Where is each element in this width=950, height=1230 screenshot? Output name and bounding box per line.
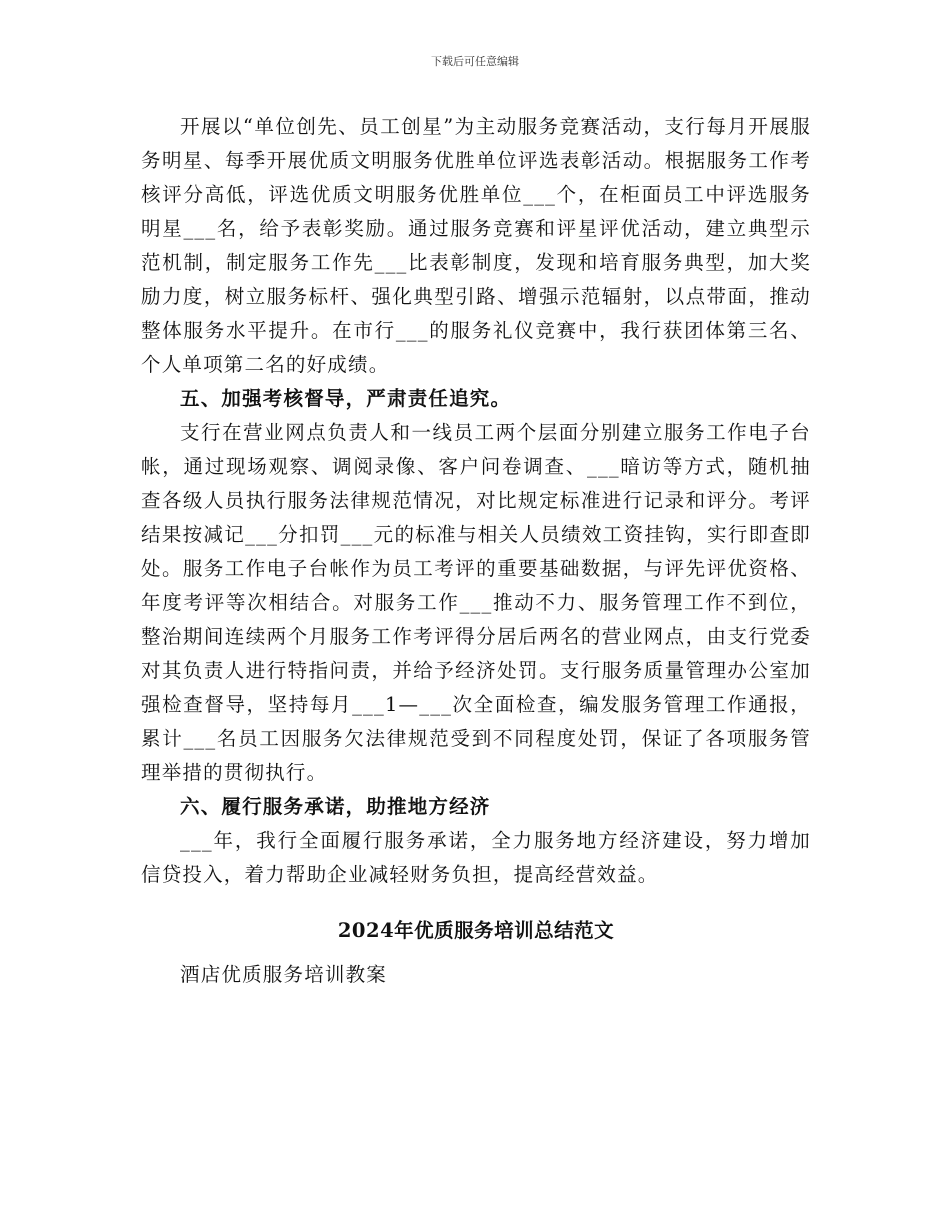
section-heading-6: 六、履行服务承诺，助推地方经济 <box>180 795 491 818</box>
document-subtitle: 酒店优质服务培训教案 <box>180 963 388 986</box>
paragraph-service-commitment: ___年，我行全面履行服务承诺，全力服务地方经济建设，努力增加信贷投入，着力帮助企业减轻财务负担，提高经营效益。 <box>141 829 811 886</box>
section-heading-5: 五、加强考核督导，严肃责任追究。 <box>180 387 512 410</box>
paragraph-service-competition: 开展以“单位创先、员工创星”为主动服务竞赛活动，支行每月开展服务明星、每季开展优质文明服务优胜单位评选表彰活动。根据服务工作考核评分高低，评选优质文明服务优胜单位___个，在柜面员工中评选服务明星___名，给予表彰奖励。通过服务竞赛和评星评优活动，建立典型示范机制，制定服务工作先___比表彰制度，发现和培育服务典型，加大奖励力度，树立服务标杆、强化典型引路、增强示范辐射，以点带面，推动整体服务水平提升。在市行___的服务礼仪竞赛中，我行获团体第三名、个人单项第二名的好成绩。 <box>141 115 811 376</box>
page-header: 下载后可任意编辑 <box>431 55 519 68</box>
paragraph-assessment: 支行在营业网点负责人和一线员工两个层面分别建立服务工作电子台帐，通过现场观察、调阅录像、客户问卷调查、___暗访等方式，随机抽查各级人员执行服务法律规范情况，对比规定标准进行记录和评分。考评结果按减记___分扣罚___元的标准与相关人员绩效工资挂钩，实行即查即处。服务工作电子台帐作为员工考评的重要基础数据，与评先评优资格、年度考评等次相结合。对服务工作___推动不力、服务管理工作不到位，整治期间连续两个月服务工作考评得分居后两名的营业网点，由支行党委对其负责人进行特指问责，并给予经济处罚。支行服务质量管理办公室加强检查督导，坚持每月___1—___次全面检查，编发服务管理工作通报，累计___名员工因服务欠法律规范受到不同程度处罚，保证了各项服务管理举措的贯彻执行。 <box>141 421 811 784</box>
document-title: 2024年优质服务培训总结范文 <box>337 919 615 942</box>
document-body <box>141 110 811 992</box>
